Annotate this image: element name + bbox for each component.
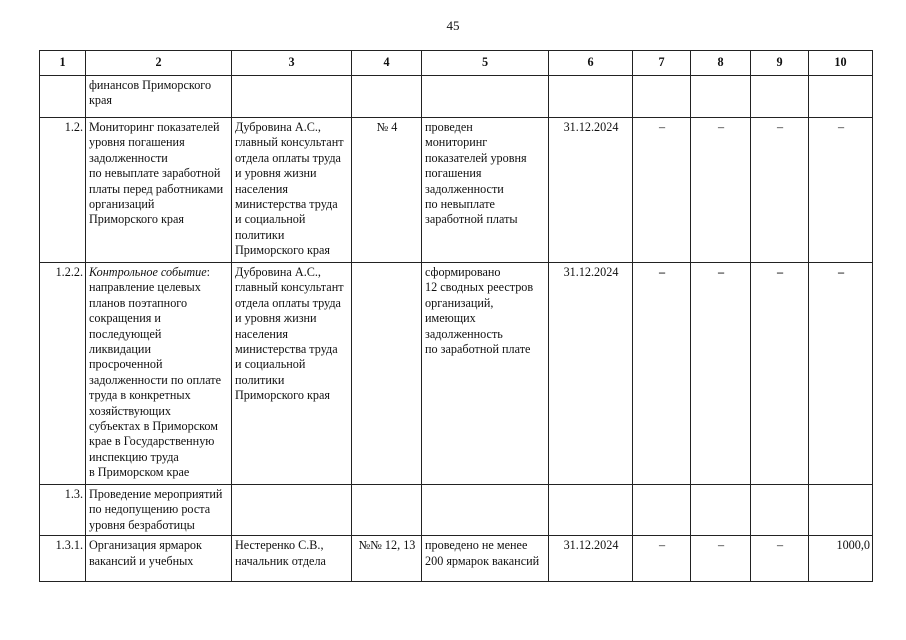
value-col-7 <box>633 485 691 536</box>
cell-line: организаций <box>89 197 155 212</box>
header-col-8: 8 <box>691 51 751 76</box>
cell-line: отдела оплаты труда <box>235 295 341 310</box>
header-col-1: 1 <box>40 51 86 76</box>
header-col-10: 10 <box>809 51 873 76</box>
cell-line: Дубровина А.С., <box>235 120 321 134</box>
value-col-7: – <box>633 263 691 485</box>
cell-line: проведено не менее <box>425 538 528 553</box>
cell-line: хозяйствующих <box>89 403 171 418</box>
cell-line: 12 сводных реестров <box>425 280 534 295</box>
value-col-9: – <box>751 536 809 582</box>
cell-line: инспекцию труда <box>89 449 179 464</box>
cell-line: населения <box>235 181 289 196</box>
cell-line: Организация ярмарок <box>89 538 202 553</box>
item-number: 1.2. <box>40 118 86 263</box>
cell-line: населения <box>235 326 289 341</box>
reference-number <box>352 76 422 118</box>
value-col-8: – <box>691 536 751 582</box>
cell-line: по заработной плате <box>425 342 531 357</box>
deadline-date: 31.12.2024 <box>549 536 633 582</box>
deadline-date: 31.12.2024 <box>549 263 633 485</box>
value-col-10: – <box>809 263 873 485</box>
table-row <box>40 118 873 263</box>
cell-line: последующей <box>89 326 162 341</box>
reference-number: № 4 <box>352 118 422 263</box>
plan-table <box>39 50 873 582</box>
deadline-date <box>549 76 633 118</box>
control-event-label: Контрольное событие <box>89 265 207 279</box>
cell-line: Дубровина А.С., <box>235 265 321 279</box>
cell-line: по недопущению роста <box>89 502 211 517</box>
cell-line: заработной платы <box>425 212 518 227</box>
cell-line: и социальной <box>235 357 306 372</box>
cell-line: мониторинг <box>425 135 488 150</box>
value-col-8 <box>691 485 751 536</box>
cell-line: сокращения и <box>89 311 161 326</box>
reference-number <box>352 485 422 536</box>
cell-line: Приморского края <box>235 388 330 403</box>
value-col-9 <box>751 485 809 536</box>
value-col-7: – <box>633 118 691 263</box>
deadline-date: 31.12.2024 <box>549 118 633 263</box>
responsible-person <box>232 536 352 582</box>
value-col-7 <box>633 76 691 118</box>
cell-line: вакансий и учебных <box>89 553 194 568</box>
value-col-10 <box>809 76 873 118</box>
value-col-9: – <box>751 263 809 485</box>
header-col-7: 7 <box>633 51 691 76</box>
cell-line: и уровня жизни <box>235 166 317 181</box>
cell-line: в Приморском крае <box>89 465 190 480</box>
cell-line: задолженности <box>89 150 168 165</box>
expected-result <box>422 485 549 536</box>
header-row <box>40 51 873 76</box>
cell-line: Мониторинг показателей <box>89 120 220 134</box>
cell-line: отдела оплаты труда <box>235 150 341 165</box>
cell-line: просроченной <box>89 357 163 372</box>
header-col-2: 2 <box>86 51 232 76</box>
value-col-10: 1000,0 <box>809 536 873 582</box>
cell-line: платы перед работниками <box>89 181 224 196</box>
header-col-6: 6 <box>549 51 633 76</box>
header-col-3: 3 <box>232 51 352 76</box>
cell-line: министерства труда <box>235 342 338 357</box>
cell-line: ликвидации <box>89 342 151 357</box>
cell-line: задолженность <box>425 326 503 341</box>
cell-line: погашения <box>425 166 482 181</box>
cell-line: задолженности <box>425 181 504 196</box>
table-row <box>40 536 873 582</box>
cell-line: главный консультант <box>235 135 344 150</box>
cell-line: 200 ярмарок вакансий <box>425 553 540 568</box>
cell-line: имеющих <box>425 311 476 326</box>
expected-result <box>422 76 549 118</box>
responsible-person <box>232 76 352 118</box>
cell-line: Нестеренко С.В., <box>235 538 324 553</box>
cell-line: политики <box>235 372 285 387</box>
item-name <box>86 485 232 536</box>
cell-line: сформировано <box>425 265 501 279</box>
cell-line: показателей уровня <box>425 150 527 165</box>
item-number <box>40 76 86 118</box>
expected-result <box>422 263 549 485</box>
expected-result <box>422 536 549 582</box>
cell-line: задолженности по оплате <box>89 372 222 387</box>
item-name <box>86 76 232 118</box>
cell-line: по невыплате <box>425 197 495 212</box>
cell-line: Приморского края <box>235 243 330 258</box>
item-name <box>86 263 232 485</box>
item-name <box>86 536 232 582</box>
table-row <box>40 76 873 118</box>
value-col-9 <box>751 76 809 118</box>
cell-line <box>89 265 229 280</box>
value-col-10: – <box>809 118 873 263</box>
cell-line: и уровня жизни <box>235 311 317 326</box>
header-col-5: 5 <box>422 51 549 76</box>
expected-result <box>422 118 549 263</box>
header-col-4: 4 <box>352 51 422 76</box>
item-number: 1.3. <box>40 485 86 536</box>
cell-line: главный консультант <box>235 280 344 295</box>
reference-number <box>352 263 422 485</box>
item-number: 1.3.1. <box>40 536 86 582</box>
cell-line: уровня безработицы <box>89 517 195 532</box>
value-col-9: – <box>751 118 809 263</box>
cell-line: труда в конкретных <box>89 388 191 403</box>
cell-line: Проведение мероприятий <box>89 487 223 501</box>
cell-line: края <box>89 93 113 108</box>
cell-line: субъектах в Приморском <box>89 419 218 434</box>
cell-line: политики <box>235 227 285 242</box>
cell-line: и социальной <box>235 212 306 227</box>
responsible-person <box>232 118 352 263</box>
item-number: 1.2.2. <box>40 263 86 485</box>
item-name <box>86 118 232 263</box>
cell-line: министерства труда <box>235 197 338 212</box>
cell-line: планов поэтапного <box>89 295 188 310</box>
header-col-9: 9 <box>751 51 809 76</box>
deadline-date <box>549 485 633 536</box>
cell-line: по невыплате заработной <box>89 166 221 181</box>
cell-line: уровня погашения <box>89 135 185 150</box>
value-col-8 <box>691 76 751 118</box>
reference-number: №№ 12, 13 <box>352 536 422 582</box>
cell-line: Приморского края <box>89 212 184 227</box>
cell-line: проведен <box>425 120 473 134</box>
page-number: 45 <box>446 18 460 33</box>
cell-line: начальник отдела <box>235 553 326 568</box>
value-col-8: – <box>691 263 751 485</box>
responsible-person <box>232 485 352 536</box>
cell-line-tail: : <box>206 265 211 279</box>
table-row <box>40 485 873 536</box>
cell-line: направление целевых <box>89 280 201 295</box>
cell-line: крае в Государственную <box>89 434 215 449</box>
cell-line: организаций, <box>425 295 494 310</box>
value-col-10 <box>809 485 873 536</box>
value-col-8: – <box>691 118 751 263</box>
value-col-7: – <box>633 536 691 582</box>
table-row <box>40 263 873 485</box>
responsible-person <box>232 263 352 485</box>
cell-line: финансов Приморского <box>89 78 212 92</box>
